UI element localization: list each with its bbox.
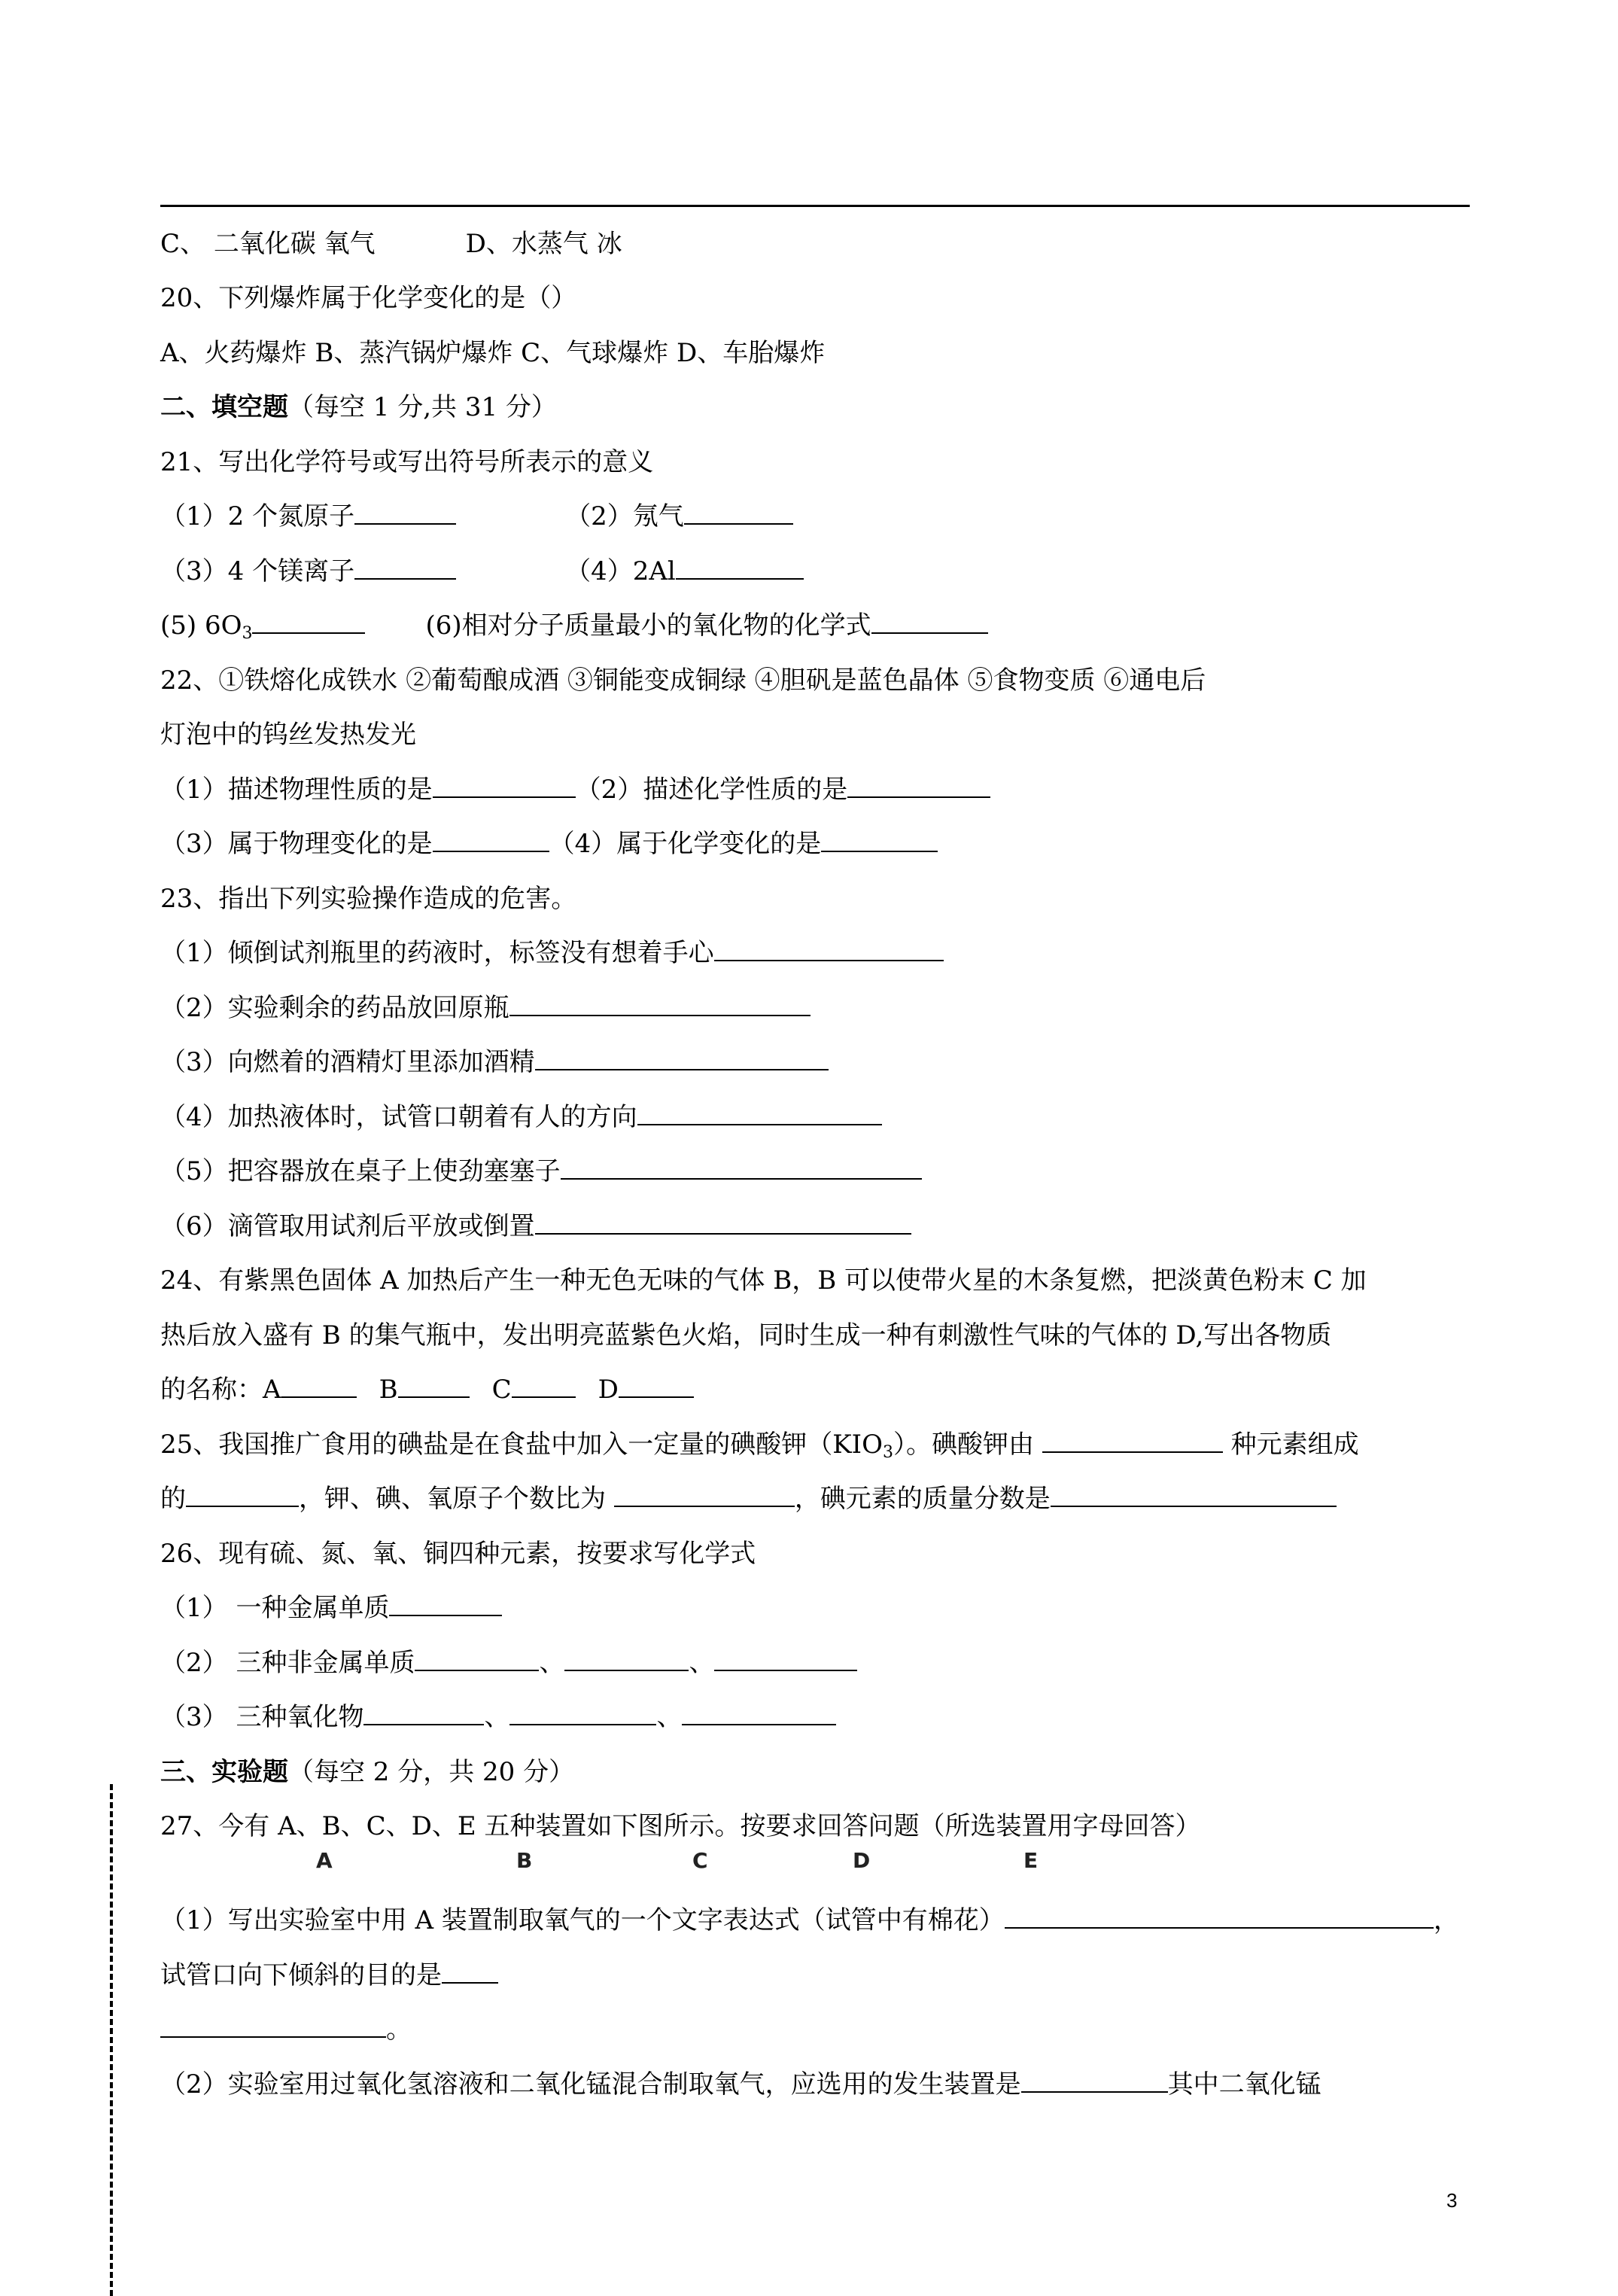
- answer-blank: [1021, 2069, 1168, 2093]
- text-run: 、: [539, 1648, 565, 1678]
- answer-blank: [1051, 1483, 1337, 1507]
- text-line: [160, 553, 1475, 589]
- answer-blank: [1042, 1429, 1223, 1453]
- answer-blank: [252, 610, 365, 634]
- text-run: 的名称：A: [160, 1375, 281, 1405]
- text-run: （4）2Al: [565, 556, 676, 586]
- text-line: [160, 1808, 1475, 1844]
- text-line: [160, 1699, 1475, 1735]
- answer-blank: [512, 1374, 576, 1398]
- text-run: (6)相对分子质量最小的氧化物的化学式: [425, 611, 871, 641]
- text-run: （1）写出实验室中用 A 装置制取氧气的一个文字表达式（试管中有棉花）: [160, 1905, 1005, 1935]
- text-run: （2）描述化学性质的是: [575, 775, 848, 805]
- text-line: [160, 1099, 1475, 1135]
- text-run: 、: [656, 1702, 683, 1732]
- text-line: [160, 1645, 1475, 1681]
- answer-blank: [564, 1647, 689, 1671]
- answer-blank: [160, 2014, 386, 2038]
- text-run: 23、指出下列实验操作造成的危害。: [160, 884, 577, 914]
- text-run: 26、现有硫、氮、氧、铜四种元素，按要求写化学式: [160, 1539, 756, 1569]
- text-line: [160, 498, 1475, 534]
- text-run: B: [379, 1375, 398, 1405]
- text-run: （1）倾倒试剂瓶里的药液时，标签没有想着手心: [160, 938, 714, 968]
- text-run: 21、写出化学符号或写出符号所表示的意义: [160, 447, 654, 477]
- text-line: [160, 2011, 1475, 2048]
- text-run: （3） 三种氧化物: [160, 1702, 364, 1732]
- answer-blank: [714, 1647, 857, 1671]
- answer-blank: [684, 501, 793, 525]
- device-label-a: A: [316, 1848, 333, 1873]
- text-run: （3）4 个镁离子: [160, 556, 355, 586]
- text-run: ，: [1433, 1905, 1459, 1935]
- text-run: 24、有紫黑色固体 A 加热后产生一种无色无味的气体 B，B 可以使带火星的木条复燃，把淡黄色粉末 C 加: [160, 1265, 1367, 1296]
- section-heading: 三、实验题: [160, 1757, 288, 1787]
- answer-blank: [535, 1046, 829, 1070]
- answer-blank: [186, 1483, 299, 1507]
- text-line: [160, 1590, 1475, 1626]
- text-run: 。: [386, 2014, 412, 2045]
- text-line: [160, 662, 1475, 699]
- text-line: [160, 826, 1475, 862]
- text-line: [160, 226, 1475, 262]
- text-run: （1）2 个氮原子: [160, 501, 355, 531]
- subscript: 3: [882, 1443, 893, 1462]
- answer-blank: [682, 1701, 836, 1725]
- answer-blank: [433, 828, 549, 852]
- answer-blank: [354, 556, 456, 580]
- section-heading: 二、填空题: [160, 392, 288, 422]
- text-run: ）。碘酸钾由: [893, 1430, 1042, 1460]
- text-line: [160, 444, 1475, 480]
- text-run: 其中二氧化锰: [1167, 2069, 1321, 2100]
- text-line: [160, 1902, 1475, 1938]
- subscript: 3: [242, 624, 253, 643]
- text-run: 种元素组成: [1222, 1430, 1359, 1460]
- text-line: [160, 280, 1475, 316]
- text-run: （1）描述物理性质的是: [160, 775, 433, 805]
- text-run: 灯泡中的钨丝发热发光: [160, 720, 416, 750]
- text-run: 22、①铁熔化成铁水 ②葡萄酿成酒 ③铜能变成铜绿 ④胆矾是蓝色晶体 ⑤食物变质 ⑥通电后: [160, 665, 1206, 696]
- text-run: 试管口向下倾斜的目的是: [160, 1960, 442, 1990]
- device-label-c: C: [692, 1848, 708, 1873]
- text-line: [160, 1317, 1475, 1354]
- text-run: A、火药爆炸 B、蒸汽锅炉爆炸 C、气球爆炸 D、车胎爆炸: [160, 338, 826, 368]
- text-run: （4）属于化学变化的是: [549, 829, 822, 859]
- text-run: D: [598, 1375, 619, 1405]
- text-run: （5）把容器放在桌子上使劲塞塞子: [160, 1156, 561, 1186]
- answer-blank: [398, 1374, 470, 1398]
- text-run: 的: [160, 1484, 186, 1514]
- text-run: （6）滴管取用试剂后平放或倒置: [160, 1211, 535, 1241]
- text-line: [160, 1481, 1475, 1517]
- device-label-b: B: [516, 1848, 533, 1873]
- answer-blank: [415, 1647, 539, 1671]
- text-run: 27、今有 A、B、C、D、E 五种装置如下图所示。按要求回答问题（所选装置用字母回答）: [160, 1811, 1201, 1841]
- text-line: [160, 717, 1475, 753]
- text-run: 25、我国推广食用的碘盐是在食盐中加入一定量的碘酸钾（KIO: [160, 1430, 883, 1460]
- text-run: （3）属于物理变化的是: [160, 829, 433, 859]
- text-line: [160, 1262, 1475, 1299]
- text-line: [160, 389, 1475, 425]
- header-rule: [160, 205, 1470, 207]
- answer-blank: [614, 1483, 795, 1507]
- text-line: [160, 1372, 1475, 1408]
- text-line: [160, 1957, 1475, 1993]
- answer-blank: [847, 774, 990, 798]
- text-line: [160, 935, 1475, 971]
- text-run: （1） 一种金属单质: [160, 1593, 390, 1623]
- answer-blank: [1005, 1905, 1434, 1929]
- text-run: （2）实验剩余的药品放回原瓶: [160, 993, 509, 1023]
- text-run: ，钾、碘、氧原子个数比为: [299, 1484, 614, 1514]
- text-line: [160, 1044, 1475, 1080]
- text-line: [160, 607, 1475, 644]
- text-run: （每空 1 分,共 31 分）: [288, 392, 557, 422]
- answer-blank: [561, 1156, 922, 1180]
- text-run: 、: [484, 1702, 510, 1732]
- text-run: （每空 2 分，共 20 分）: [288, 1757, 575, 1787]
- answer-blank: [363, 1701, 484, 1725]
- answer-blank: [714, 937, 944, 961]
- answer-blank: [637, 1101, 882, 1125]
- answer-blank: [821, 828, 938, 852]
- text-line: [160, 1536, 1475, 1572]
- text-line: [160, 1427, 1475, 1463]
- page-number: 3: [1446, 2189, 1458, 2212]
- answer-blank: [281, 1374, 357, 1398]
- text-run: （2） 三种非金属单质: [160, 1648, 415, 1678]
- text-line: [160, 772, 1475, 808]
- text-run: （2）氖气: [565, 501, 684, 531]
- text-line: [160, 1153, 1475, 1189]
- answer-blank: [442, 1960, 498, 1984]
- answer-blank: [871, 610, 988, 634]
- text-run: （3）向燃着的酒精灯里添加酒精: [160, 1047, 535, 1077]
- text-run: （4）加热液体时，试管口朝着有人的方向: [160, 1102, 637, 1132]
- text-run: （2）实验室用过氧化氢溶液和二氧化锰混合制取氧气，应选用的发生装置是: [160, 2069, 1021, 2100]
- answer-blank: [509, 1701, 656, 1725]
- text-run: C、 二氧化碳 氧气: [160, 229, 376, 259]
- text-line: [160, 1208, 1475, 1244]
- answer-blank: [676, 556, 804, 580]
- answer-blank: [619, 1374, 694, 1398]
- text-run: 热后放入盛有 B 的集气瓶中，发出明亮蓝紫色火焰，同时生成一种有刺激性气味的气体的 D,写出各物质: [160, 1320, 1332, 1350]
- device-label-d: D: [853, 1848, 871, 1873]
- text-run: D、水蒸气 冰: [465, 229, 622, 259]
- answer-blank: [535, 1210, 911, 1235]
- text-run: 、: [689, 1648, 715, 1678]
- text-line: [160, 2066, 1475, 2103]
- text-line: [160, 881, 1475, 917]
- text-run: ，碘元素的质量分数是: [794, 1484, 1051, 1514]
- text-run: 20、下列爆炸属于化学变化的是（）: [160, 283, 577, 313]
- answer-blank: [509, 992, 811, 1016]
- device-label-e: E: [1023, 1848, 1039, 1873]
- binding-margin-dashes: [110, 1784, 113, 2296]
- text-line: [160, 1754, 1475, 1790]
- answer-blank: [354, 501, 456, 525]
- text-run: (5) 6O: [160, 611, 242, 641]
- answer-blank: [389, 1592, 502, 1616]
- text-line: [160, 990, 1475, 1026]
- answer-blank: [433, 774, 576, 798]
- text-run: C: [491, 1375, 512, 1405]
- text-line: [160, 335, 1475, 371]
